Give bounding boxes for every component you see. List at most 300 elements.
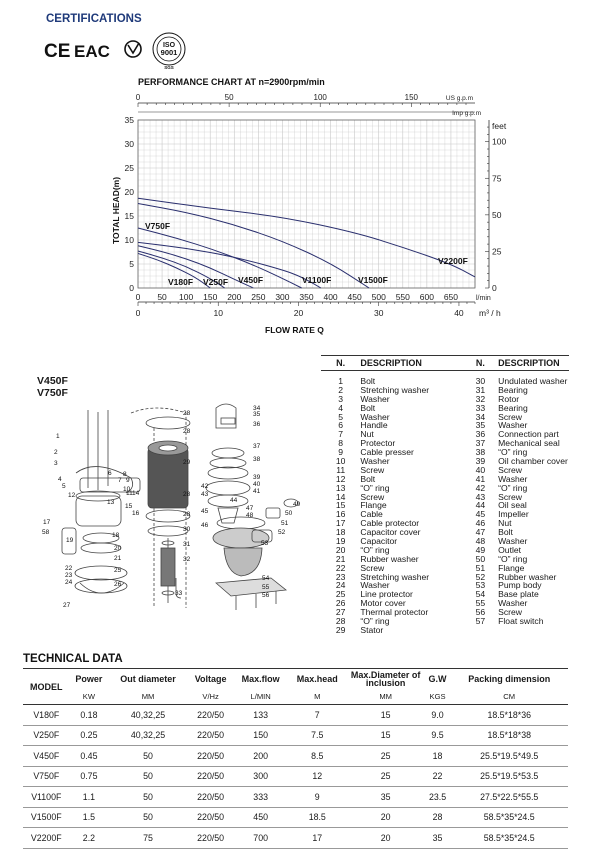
table-row xyxy=(23,787,568,808)
part-description: Motor cover xyxy=(360,598,406,609)
callout-48: 48 xyxy=(246,512,254,519)
bottom-axis-unit: m³ / h xyxy=(479,308,501,318)
series-label-v180f: V180F xyxy=(168,277,194,287)
cell-packing: 58.5*35*24.5 xyxy=(450,828,568,849)
part-description: Pump body xyxy=(498,580,542,591)
part-description: “O” ring xyxy=(360,544,390,555)
th-model: MODEL xyxy=(23,669,70,705)
parts-legend-row xyxy=(321,404,569,413)
unit-voltage: V/Hz xyxy=(188,689,234,705)
callout-23: 23 xyxy=(65,572,73,579)
part-description: Nut xyxy=(498,518,512,529)
th-max-flow: Max.flow xyxy=(233,669,287,690)
callout-22: 22 xyxy=(65,565,73,572)
parts-legend-row xyxy=(321,528,569,537)
callout-5: 5 xyxy=(62,483,66,490)
y-tick-label: 5 xyxy=(129,259,134,269)
top-axis-tick-label: 100 xyxy=(313,93,327,102)
x-tick-label: 300 xyxy=(275,292,290,302)
table-row xyxy=(23,807,568,828)
callout-36: 36 xyxy=(253,421,261,428)
unit-max-flow: L/MIN xyxy=(233,689,287,705)
callout-40: 40 xyxy=(253,481,261,488)
parts-legend-row xyxy=(321,457,569,466)
part-description: Screw xyxy=(498,464,523,475)
cell-max-diameter: 15 xyxy=(347,705,425,726)
x-tick-label: 150 xyxy=(203,292,218,302)
part-description: Rotor xyxy=(498,393,520,404)
cell-max-flow: 700 xyxy=(233,828,287,849)
cell-max-diameter: 20 xyxy=(347,807,425,828)
part-description: Outlet xyxy=(498,544,522,555)
part-description: Stator xyxy=(360,624,384,635)
bottom-axis-tick-label: 0 xyxy=(135,308,141,318)
x-tick-label: 500 xyxy=(371,292,386,302)
callout-29: 29 xyxy=(183,459,191,466)
top-axis-tick-label: 50 xyxy=(224,93,234,102)
part-description: Bearing xyxy=(498,402,528,413)
header-number-left: N. xyxy=(336,357,346,368)
iso-seal-top: ISO xyxy=(162,42,176,49)
callout-31: 31 xyxy=(183,541,191,548)
callout-13: 13 xyxy=(107,499,115,506)
part-number: 9 xyxy=(338,447,344,458)
part-description: Washer xyxy=(360,456,390,467)
part-description: Washer xyxy=(360,393,390,404)
callout-27: 27 xyxy=(63,602,71,609)
part-description: Base plate xyxy=(498,589,539,600)
cell-max-head: 12 xyxy=(288,766,347,787)
callout-19: 19 xyxy=(66,537,74,544)
cell-max-diameter: 20 xyxy=(347,828,425,849)
callout-20: 20 xyxy=(114,545,122,552)
header-description-right: DESCRIPTION xyxy=(498,357,560,368)
certifications-title: CERTIFICATIONS xyxy=(46,13,142,25)
technical-data-table xyxy=(23,668,568,849)
cell-packing: 27.5*22.5*55.5 xyxy=(450,787,568,808)
cell-power: 2.2 xyxy=(70,828,109,849)
th-out-diameter: Out diameter xyxy=(108,669,188,690)
cell-voltage: 220/50 xyxy=(188,705,234,726)
callout-33: 33 xyxy=(175,590,183,597)
right-axis-tick-label: 25 xyxy=(492,246,502,257)
part-number: 48 xyxy=(475,536,486,547)
cell-voltage: 220/50 xyxy=(188,828,234,849)
part-number: 13 xyxy=(335,482,346,493)
part-description: Nut xyxy=(360,429,374,440)
part-number: 40 xyxy=(475,464,486,475)
callout-28d: 28 xyxy=(183,511,191,518)
th-max-head: Max.head xyxy=(288,669,347,690)
x-tick-label: 450 xyxy=(347,292,362,302)
part-number: 2 xyxy=(338,384,344,395)
part-number: 55 xyxy=(475,598,486,609)
part-number: 50 xyxy=(475,553,486,564)
eac-mark-text: EAC xyxy=(74,42,110,61)
part-number: 16 xyxy=(335,509,346,520)
cell-max-diameter: 35 xyxy=(347,787,425,808)
callout-34: 34 xyxy=(253,405,261,412)
callout-28a: 28 xyxy=(183,410,191,417)
cell-max-head: 18.5 xyxy=(288,807,347,828)
parts-legend-row xyxy=(321,386,569,395)
callout-39: 39 xyxy=(253,474,261,481)
cell-power: 1.5 xyxy=(70,807,109,828)
series-label-v450f: V450F xyxy=(238,275,264,285)
callout-26: 26 xyxy=(114,581,122,588)
right-axis-tick-label: 50 xyxy=(492,209,502,220)
x-tick-label: 100 xyxy=(179,292,194,302)
top-axis-tick-label: 0 xyxy=(135,93,141,102)
part-number: 15 xyxy=(335,500,346,511)
parts-legend-row xyxy=(321,599,569,608)
cell-out-diameter: 40,32,25 xyxy=(108,725,188,746)
part-number: 7 xyxy=(338,429,344,440)
part-description: Oil seal xyxy=(498,500,527,511)
part-number: 26 xyxy=(335,598,346,609)
part-number: 14 xyxy=(335,491,346,502)
cell-out-diameter: 50 xyxy=(108,746,188,767)
part-number: 20 xyxy=(335,544,346,555)
callout-43: 43 xyxy=(201,491,209,498)
x-tick-label: 650 xyxy=(443,292,459,302)
cell-max-head: 9 xyxy=(288,787,347,808)
cell-packing: 25.5*19.5*49.5 xyxy=(450,746,568,767)
table-row xyxy=(23,766,568,787)
part-number: 37 xyxy=(475,438,486,449)
bottom-axis-tick-label: 20 xyxy=(293,308,304,318)
th-power: Power xyxy=(70,669,109,690)
y-tick-label: 15 xyxy=(124,211,134,221)
part-description: Capacitor xyxy=(360,536,398,547)
header-description-left: DESCRIPTION xyxy=(360,357,422,368)
parts-legend-row xyxy=(321,510,569,519)
cell-max-head: 8.5 xyxy=(288,746,347,767)
cell-max-diameter: 25 xyxy=(347,766,425,787)
callout-12: 12 xyxy=(68,492,76,499)
unit-gw: KGS xyxy=(425,689,451,705)
cell-voltage: 220/50 xyxy=(188,766,234,787)
cell-model: V2200F xyxy=(23,828,70,849)
parts-legend-row xyxy=(321,439,569,448)
part-description: “O” ring xyxy=(498,447,528,458)
part-description: Handle xyxy=(360,420,388,431)
series-label-v2200f: V2200F xyxy=(438,256,468,266)
part-number: 39 xyxy=(475,456,486,467)
part-description: Thermal protector xyxy=(360,607,429,618)
header-number-right: N. xyxy=(475,357,485,368)
part-description: Bolt xyxy=(360,473,376,484)
cell-gw: 23.5 xyxy=(425,787,451,808)
part-number: 33 xyxy=(475,402,486,413)
cell-power: 0.18 xyxy=(70,705,109,726)
cell-voltage: 220/50 xyxy=(188,725,234,746)
th-packing: Packing dimension xyxy=(450,669,568,690)
callout-2: 2 xyxy=(54,449,58,456)
unit-max-head: M xyxy=(288,689,347,705)
part-description xyxy=(498,626,569,635)
part-description: “O” ring xyxy=(498,482,528,493)
part-description: Screw xyxy=(498,411,523,422)
iso-9001-seal-icon xyxy=(153,33,185,70)
part-description: Cable xyxy=(360,509,383,520)
part-number: 8 xyxy=(338,438,344,449)
ul-mark-icon xyxy=(125,41,141,57)
technical-data-body xyxy=(23,705,568,849)
callout-41: 41 xyxy=(253,488,261,495)
x-axis-label: FLOW RATE Q xyxy=(265,325,324,335)
y-tick-label: 20 xyxy=(124,187,134,197)
part-description: Bolt xyxy=(360,402,376,413)
part-description: “O” ring xyxy=(360,482,390,493)
cell-max-flow: 300 xyxy=(233,766,287,787)
part-number: 22 xyxy=(335,562,346,573)
cell-model: V750F xyxy=(23,766,70,787)
series-label-v750f: V750F xyxy=(145,221,171,231)
part-number: 21 xyxy=(335,553,346,564)
callout-21: 21 xyxy=(114,555,122,562)
callout-52: 52 xyxy=(278,529,286,536)
part-number: 4 xyxy=(338,402,344,413)
parts-legend-table xyxy=(321,355,569,635)
exploded-view-diagram xyxy=(36,398,314,623)
callout-16: 16 xyxy=(132,510,140,517)
part-description: Mechanical seal xyxy=(498,438,560,449)
cell-packing: 58.5*35*24.5 xyxy=(450,807,568,828)
parts-legend-row xyxy=(321,537,569,546)
callout-35: 35 xyxy=(253,411,261,418)
parts-legend-row xyxy=(321,546,569,555)
callout-49: 49 xyxy=(293,501,301,508)
parts-legend-row xyxy=(321,626,569,635)
callout-58: 58 xyxy=(42,529,50,536)
ce-mark-text: CE xyxy=(44,41,71,62)
part-number: 46 xyxy=(475,518,486,529)
x-axis-unit: l/min xyxy=(476,295,491,302)
unit-max-diameter: MM xyxy=(347,689,425,705)
part-description: “O” ring xyxy=(360,616,390,627)
callout-54: 54 xyxy=(262,575,270,582)
cell-out-diameter: 75 xyxy=(108,828,188,849)
x-tick-label: 350 xyxy=(299,292,314,302)
callout-38: 38 xyxy=(253,456,261,463)
part-number: 24 xyxy=(335,580,346,591)
x-tick-label: 0 xyxy=(135,292,141,302)
certification-logos xyxy=(44,32,214,72)
callout-56: 56 xyxy=(262,592,270,599)
callout-15: 15 xyxy=(125,503,133,510)
part-description: Screw xyxy=(360,464,385,475)
cell-max-flow: 150 xyxy=(233,725,287,746)
cell-gw: 18 xyxy=(425,746,451,767)
part-description: Washer xyxy=(498,420,528,431)
part-number: 5 xyxy=(338,411,344,422)
x-tick-label: 550 xyxy=(395,292,410,302)
callout-37: 37 xyxy=(253,443,261,450)
x-tick-label: 50 xyxy=(157,292,167,302)
part-number: 11 xyxy=(336,464,346,475)
x-tick-label: 200 xyxy=(227,292,242,302)
part-number: 57 xyxy=(475,616,486,627)
parts-legend-row xyxy=(321,519,569,528)
part-number: 45 xyxy=(475,509,486,520)
part-description: Undulated washer xyxy=(498,376,568,386)
cell-model: V1500F xyxy=(23,807,70,828)
callout-30: 30 xyxy=(183,526,191,533)
top-axis-tick-label: 150 xyxy=(404,93,419,102)
cell-gw: 9.0 xyxy=(425,705,451,726)
x-tick-label: 250 xyxy=(251,292,266,302)
part-number xyxy=(463,626,498,635)
part-description: Cable protector xyxy=(360,518,420,529)
cell-gw: 9.5 xyxy=(425,725,451,746)
part-description: “O” ring xyxy=(498,553,528,564)
part-number: 17 xyxy=(335,518,346,529)
part-description: Rubber washer xyxy=(360,553,419,564)
table-row xyxy=(23,705,568,726)
callout-8: 8 xyxy=(123,471,127,478)
part-number: 41 xyxy=(475,473,486,484)
part-number: 23 xyxy=(335,571,346,582)
bottom-axis-tick-label: 10 xyxy=(213,308,223,318)
part-number: 28 xyxy=(335,616,346,627)
callout-10: 10 xyxy=(123,486,131,493)
right-axis-tick-label: 100 xyxy=(492,136,507,147)
x-tick-label: 400 xyxy=(323,292,338,302)
eac-mark-icon xyxy=(74,42,110,61)
part-number: 36 xyxy=(475,429,486,440)
parts-legend-row xyxy=(321,493,569,502)
part-number: 32 xyxy=(475,393,486,404)
part-number: 12 xyxy=(335,473,346,484)
part-description: Bearing xyxy=(498,384,528,395)
series-label-v250f: V250F xyxy=(203,277,229,287)
cell-gw: 35 xyxy=(425,828,451,849)
performance-chart xyxy=(0,70,591,340)
callout-28c: 28 xyxy=(183,491,191,498)
y-tick-label: 10 xyxy=(124,235,134,245)
parts-legend-row xyxy=(321,617,569,626)
cell-power: 0.45 xyxy=(70,746,109,767)
parts-legend-row xyxy=(321,484,569,493)
th-voltage: Voltage xyxy=(188,669,234,690)
model-label-v450f: V450F xyxy=(37,375,68,387)
part-number: 54 xyxy=(475,589,486,600)
callout-11: 11 xyxy=(126,490,133,497)
part-description: Washer xyxy=(498,473,528,484)
part-number: 30 xyxy=(475,376,486,386)
part-number: 56 xyxy=(475,607,486,618)
top-axis-unit: US g.p.m xyxy=(445,95,473,102)
cell-max-diameter: 15 xyxy=(347,725,425,746)
cell-out-diameter: 50 xyxy=(108,787,188,808)
part-description: Capacitor cover xyxy=(360,527,421,538)
cell-power: 0.25 xyxy=(70,725,109,746)
cell-max-flow: 450 xyxy=(233,807,287,828)
unit-out-diameter: MM xyxy=(108,689,188,705)
parts-legend-row xyxy=(321,377,569,386)
callout-44: 44 xyxy=(230,497,238,504)
callout-51: 51 xyxy=(281,520,289,527)
part-description: Line protector xyxy=(360,589,413,600)
part-number: 49 xyxy=(475,544,486,555)
part-description: Stretching washer xyxy=(360,384,430,395)
cell-out-diameter: 40,32,25 xyxy=(108,705,188,726)
right-axis-unit: feet xyxy=(492,121,507,131)
cell-voltage: 220/50 xyxy=(188,787,234,808)
cell-gw: 22 xyxy=(425,766,451,787)
parts-legend-row xyxy=(321,590,569,599)
part-number: 43 xyxy=(475,491,486,502)
cell-power: 0.75 xyxy=(70,766,109,787)
cell-max-flow: 333 xyxy=(233,787,287,808)
part-description: Washer xyxy=(498,598,528,609)
y-tick-label: 35 xyxy=(124,115,134,125)
callout-32: 32 xyxy=(183,556,191,563)
parts-legend-row xyxy=(321,413,569,422)
iso-seal-sub: SGS xyxy=(164,65,174,70)
series-label-v1100f: V1100F xyxy=(302,275,332,285)
callout-6: 6 xyxy=(108,470,112,477)
y-tick-label: 0 xyxy=(129,283,134,293)
part-number: 31 xyxy=(475,384,486,395)
callout-24: 24 xyxy=(65,579,73,586)
th-gw: G.W xyxy=(425,669,451,690)
part-number: 42 xyxy=(475,482,486,493)
part-description: Rubber washer xyxy=(498,571,557,582)
technical-data-title: TECHNICAL DATA xyxy=(23,653,123,665)
series-label-v1500f: V1500F xyxy=(358,275,388,285)
callout-47: 47 xyxy=(246,505,254,512)
part-description: Screw xyxy=(498,491,523,502)
parts-legend-rows xyxy=(321,377,569,635)
cell-max-flow: 133 xyxy=(233,705,287,726)
cell-out-diameter: 50 xyxy=(108,766,188,787)
top-axis-unit-2: Imp g.p.m xyxy=(452,110,481,117)
cell-out-diameter: 50 xyxy=(108,807,188,828)
part-number: 38 xyxy=(475,447,486,458)
cell-packing: 18.5*18*36 xyxy=(450,705,568,726)
part-description: Connection part xyxy=(498,429,559,440)
parts-legend-row xyxy=(321,555,569,564)
part-number: 29 xyxy=(335,624,346,635)
curve-v1100f xyxy=(138,242,321,288)
part-number: 47 xyxy=(475,527,486,538)
cell-packing: 18.5*18*38 xyxy=(450,725,568,746)
part-description: Screw xyxy=(498,607,523,618)
iso-seal-number: 9001 xyxy=(160,48,178,57)
cell-packing: 25.5*19.5*53.5 xyxy=(450,766,568,787)
x-tick-label: 600 xyxy=(419,292,434,302)
callout-4: 4 xyxy=(58,476,62,483)
part-number: 25 xyxy=(335,589,346,600)
callout-1: 1 xyxy=(56,433,60,440)
model-label-v750f: V750F xyxy=(37,387,68,399)
cell-max-head: 17 xyxy=(288,828,347,849)
callout-55: 55 xyxy=(262,584,270,591)
part-number: 10 xyxy=(335,456,346,467)
callout-25: 25 xyxy=(114,567,122,574)
part-number: 44 xyxy=(475,500,486,511)
callout-45: 45 xyxy=(201,508,209,515)
callout-46: 46 xyxy=(201,522,209,529)
part-number: 51 xyxy=(475,562,486,573)
part-description: Bolt xyxy=(360,376,376,386)
callout-50: 50 xyxy=(285,510,293,517)
part-description: Flange xyxy=(498,562,525,573)
table-row xyxy=(23,725,568,746)
chart-grid xyxy=(138,120,475,288)
